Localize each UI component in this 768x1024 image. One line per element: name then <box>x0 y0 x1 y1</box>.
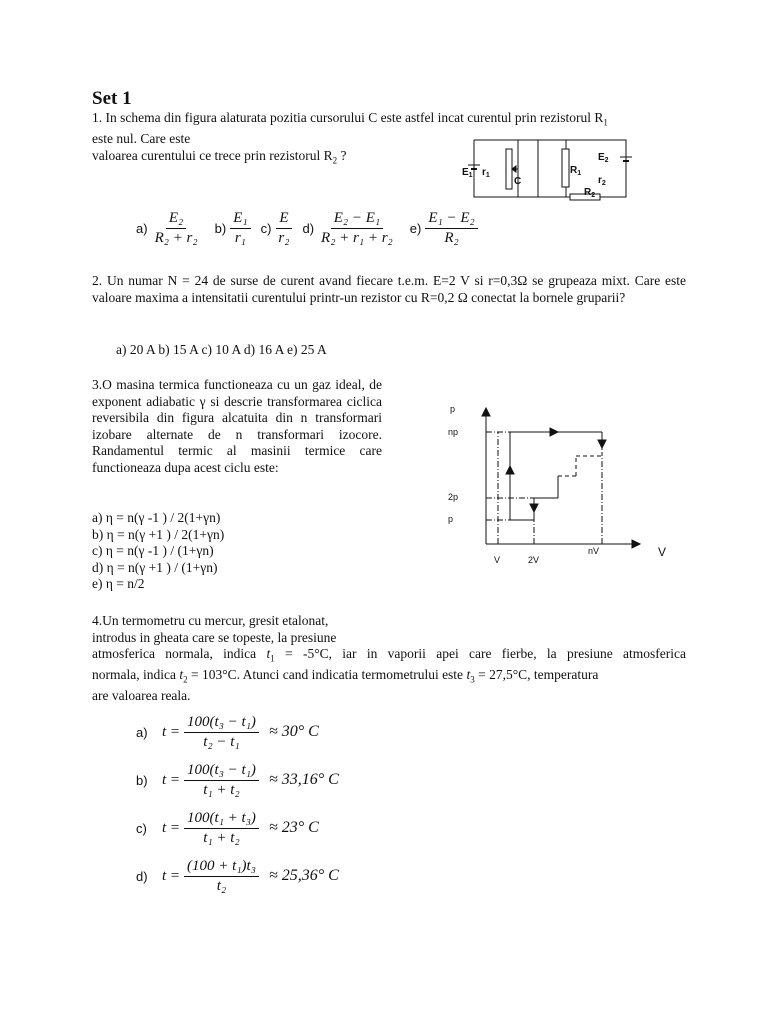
label-R2: $R_2$ <box>584 187 596 199</box>
q4-line4-a: normala, indica <box>92 667 180 683</box>
q4-line2: introdus in gheata care se topeste, la presiune <box>92 629 337 645</box>
circuit-diagram <box>458 135 638 207</box>
tick-nv: nV <box>588 546 600 556</box>
q1-option-a-label: a) <box>136 221 148 236</box>
q4-option-a-result: ≈ 30° C <box>268 723 319 740</box>
label-r2: $r_2$ <box>598 175 606 187</box>
q4-option-a-lhs: t = <box>162 723 181 740</box>
q1-line3-end: ? <box>337 147 347 163</box>
tick-v: V <box>494 555 501 565</box>
q4-option-b-result: ≈ 33,16° C <box>268 771 339 788</box>
label-R1: $R_1$ <box>570 165 582 177</box>
q4-option-b[interactable] <box>136 756 339 804</box>
axis-p-label: p <box>450 404 456 414</box>
q4-option-a-label: a) <box>136 724 148 740</box>
q3-option-d[interactable]: d) η = n(γ +1 ) / (1+γn) <box>92 559 218 575</box>
q1-option-a[interactable]: $\frac{\text{E₂}}{\text{R₂ + r₂}}$ <box>154 210 198 246</box>
q4-line3-a: atmosferica normala, indica <box>92 646 267 661</box>
q4-option-c-lhs: t = <box>162 819 181 836</box>
q3-options <box>92 510 392 593</box>
q4-option-c-label: c) <box>136 820 147 836</box>
q4-t1-sub: 1 <box>270 653 275 664</box>
q1-option-c[interactable]: $\frac{E}{\text{r₂}}$ <box>275 210 292 247</box>
q4-line1: 4.Un termometru cu mercur, gresit etalonat, <box>92 613 329 628</box>
q4-option-c-result: ≈ 23° C <box>268 819 319 836</box>
q1-option-d-label: d) <box>302 221 315 236</box>
q1-option-b-label: b) <box>214 221 227 236</box>
q4-option-d-lhs: t = <box>162 867 181 884</box>
q1-line3-sub: 2 <box>332 155 338 166</box>
q4-t3: t <box>466 667 471 683</box>
tick-2v: 2V <box>528 555 540 565</box>
q4-t3-sub: 3 <box>470 674 475 685</box>
page-title: Set 1 <box>92 88 132 109</box>
q4-t2: t <box>179 667 184 683</box>
q4-option-d-label: d) <box>136 868 148 884</box>
tick-np: np <box>448 427 459 437</box>
pv-diagram <box>440 400 680 572</box>
q2-options: a) 20 A b) 15 A c) 10 A d) 16 A e) 25 A <box>116 342 327 357</box>
label-c: C <box>514 176 522 187</box>
q1-option-e[interactable]: $\frac{\text{E₁ − E₂}}{\text{R₂}}$ <box>425 210 477 247</box>
q3-option-a[interactable]: a) η = n(γ -1 ) / 2(1+γn) <box>92 510 221 525</box>
q1-options <box>136 210 482 247</box>
q4-option-a-frac: $\frac{\text{100(t₃ − t₁)}}{\text{t₂ − t₁}}$ <box>184 714 259 751</box>
q1-option-b[interactable]: $\frac{\text{E₁}}{\text{r₁}}$ <box>230 210 250 247</box>
q4-option-c[interactable] <box>136 804 339 852</box>
q1-option-c-label: c) <box>260 221 272 236</box>
q4-option-d-result: ≈ 25,36° C <box>268 867 339 884</box>
q4-t2-sub: 2 <box>183 674 188 685</box>
question-4-text <box>92 613 686 705</box>
label-r1: $r_1$ <box>482 167 490 179</box>
q3-option-e[interactable]: e) η = n/2 <box>92 576 145 591</box>
q3-option-c[interactable]: c) η = n(γ -1 ) / (1+γn) <box>92 543 214 558</box>
q4-line5: are valoarea reala. <box>92 688 191 704</box>
q1-line1-sub: 1 <box>603 117 608 128</box>
q4-line4-b: = 103°C. Atunci cand indicatia termometrului este <box>187 667 467 683</box>
q4-t1: t <box>266 646 271 661</box>
label-e2: $E_2$ <box>598 152 609 164</box>
q4-option-b-frac: $\frac{\text{100(t₃ − t₁)}}{\text{t₁ + t₂}}$ <box>184 762 259 799</box>
label-e1: $E_1$ <box>462 167 473 179</box>
q1-line1: 1. In schema din figura alaturata pozitia cursorului C este astfel incat curentul prin rezistorul R <box>92 110 604 125</box>
q4-line4-c: = 27,5°C, temperatura <box>474 667 599 683</box>
axis-v-label: V <box>658 545 667 559</box>
q4-option-a[interactable] <box>136 708 339 756</box>
q4-options <box>136 708 339 900</box>
question-3-text: 3.O masina termica functioneaza cu un gaz ideal, de exponent adiabatic γ si descrie transformarea ciclica reversibila din figura alcatuita din n transformari izobare alternate de n transformari izocore. Randamentul termic al masinii termice care functioneaza dupa acest ciclu este: <box>92 377 382 475</box>
q4-option-b-label: b) <box>136 772 148 788</box>
q3-option-b[interactable]: b) η = n(γ +1 ) / 2(1+γn) <box>92 526 225 542</box>
q4-option-c-frac: $\frac{\text{100(t₁ + t₃)}}{\text{t₁ + t₂}}$ <box>184 810 259 847</box>
q4-option-d-frac: $\frac{\text{(100 + t₁)t₃}}{\text{t₂}}$ <box>184 858 259 895</box>
q4-option-d[interactable] <box>136 852 339 900</box>
q1-option-d[interactable]: $\frac{\text{E₂ − E₁}}{\text{R₂ + r₁ + r₂}}$ <box>321 210 393 246</box>
q1-option-e-label: e) <box>409 221 422 236</box>
question-2-text: 2. Un numar N = 24 de surse de curent avand fiecare t.e.m. E=2 V si r=0,3Ω se grupeaza mixt. Care este valoare maxima a intensitatii curentului printr-un rezistor cu R=0,2 Ω conectat la bornele gruparii? <box>92 273 686 305</box>
q4-line3-b: = -5°C, iar in vaporii apei care fierbe, la presiune atmosferica <box>274 646 686 661</box>
q1-line2: este nul. Care este <box>92 131 191 147</box>
q4-option-b-lhs: t = <box>162 771 181 788</box>
q1-line3: valoarea curentului ce trece prin rezistorul R <box>92 147 333 163</box>
tick-p: p <box>448 514 454 524</box>
tick-2p: 2p <box>448 492 459 502</box>
